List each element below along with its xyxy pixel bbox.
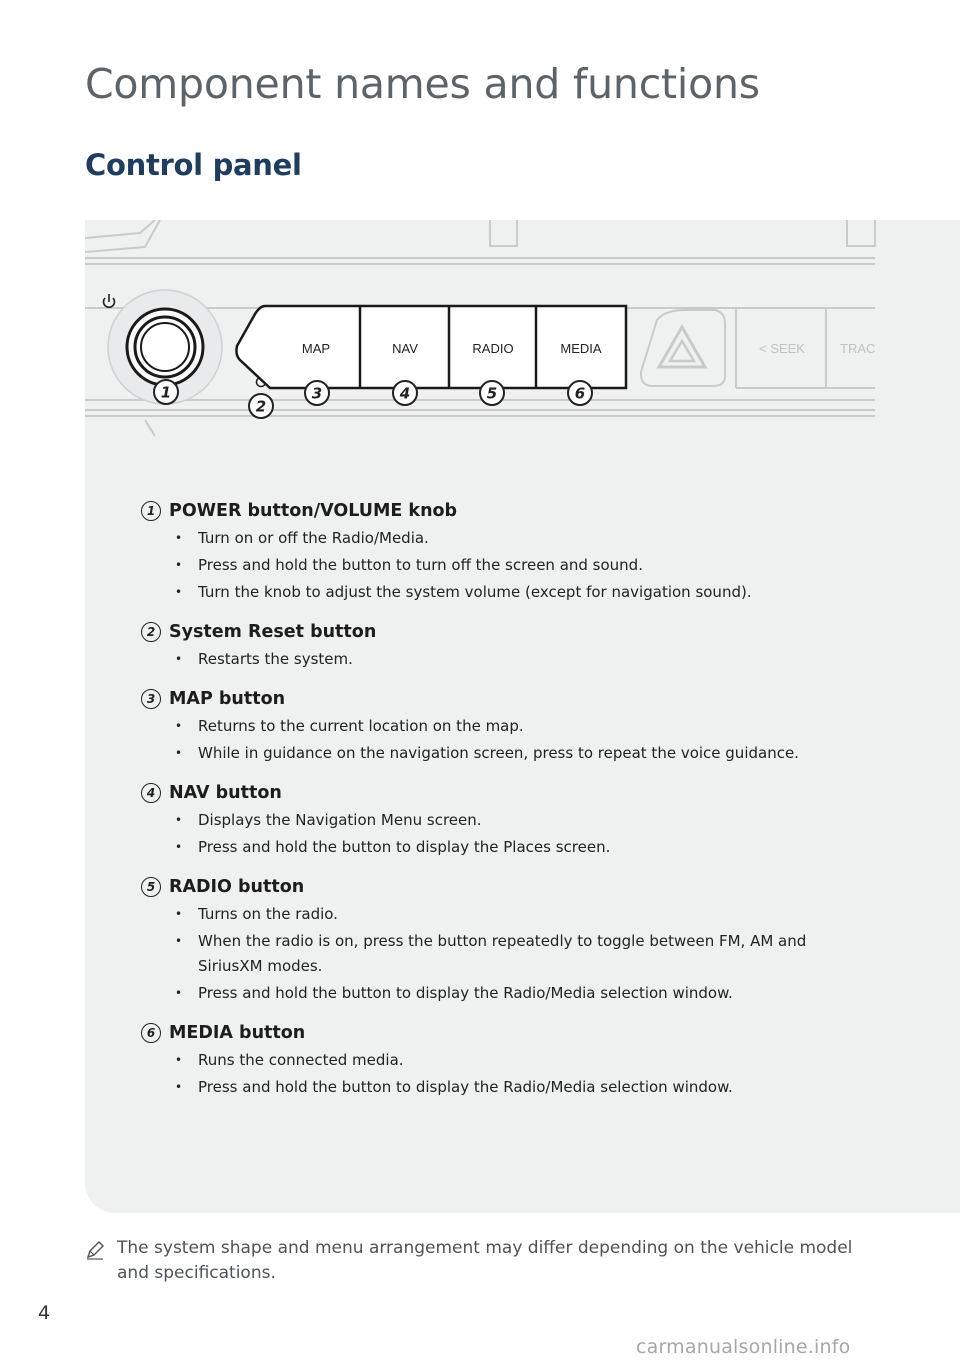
bullet: • Restarts the system. <box>173 647 861 672</box>
item-number: 2 <box>141 622 161 642</box>
list-item <box>141 780 861 860</box>
bullet: • Turn the knob to adjust the system volume (except for navigation sound). <box>173 580 861 605</box>
pencil-note-icon <box>85 1236 117 1286</box>
item-number: 1 <box>141 501 161 521</box>
list-item <box>141 619 861 672</box>
control-panel-diagram <box>85 220 885 460</box>
power-icon <box>104 294 115 307</box>
bullet: • When the radio is on, press the button repeatedly to toggle between FM, AM and SiriusXM modes. <box>173 929 861 979</box>
bullet: • Press and hold the button to turn off the screen and sound. <box>173 553 861 578</box>
item-title: POWER button/VOLUME knob <box>169 501 458 521</box>
section-title: Control panel <box>85 148 302 182</box>
seek-button-label[interactable]: < SEEK <box>759 341 805 356</box>
item-number: 5 <box>141 877 161 897</box>
svg-text:2: 2 <box>255 397 267 416</box>
svg-text:4: 4 <box>399 384 411 403</box>
callout-5 <box>480 381 504 405</box>
media-button-label: MEDIA <box>560 341 602 356</box>
item-title: MEDIA button <box>169 1023 306 1043</box>
item-number: 6 <box>141 1023 161 1043</box>
callout-6 <box>568 381 592 405</box>
svg-text:5: 5 <box>486 384 498 403</box>
nav-button-label: NAV <box>392 341 418 356</box>
svg-text:1: 1 <box>160 383 172 402</box>
watermark: carmanualsonline.info <box>636 1336 851 1358</box>
item-title: RADIO button <box>169 877 305 897</box>
list-item <box>141 498 861 605</box>
list-item <box>141 1020 861 1100</box>
svg-text:3: 3 <box>311 384 323 403</box>
power-volume-knob[interactable] <box>127 309 203 385</box>
bullet: • Returns to the current location on the map. <box>173 714 861 739</box>
hazard-icon[interactable] <box>659 327 705 367</box>
callout-3 <box>305 381 329 405</box>
item-title: NAV button <box>169 783 282 803</box>
note <box>85 1236 885 1286</box>
radio-button-label: RADIO <box>472 341 514 356</box>
item-number: 3 <box>141 689 161 709</box>
bullet: • Displays the Navigation Menu screen. <box>173 808 861 833</box>
item-title: MAP button <box>169 689 286 709</box>
item-title: System Reset button <box>169 622 377 642</box>
list-item <box>141 686 861 766</box>
component-list <box>141 498 861 1114</box>
item-number: 4 <box>141 783 161 803</box>
page-title: Component names and functions <box>85 60 760 108</box>
callout-2 <box>249 394 273 418</box>
bullet: • While in guidance on the navigation screen, press to repeat the voice guidance. <box>173 741 861 766</box>
page-number: 4 <box>38 1302 51 1324</box>
bullet: • Turn on or off the Radio/Media. <box>173 526 861 551</box>
track-button-label[interactable]: TRAC <box>840 341 876 356</box>
bullet: • Press and hold the button to display the Radio/Media selection window. <box>173 1075 861 1100</box>
map-button-label: MAP <box>301 341 331 356</box>
callout-1 <box>154 380 178 404</box>
bullet: • Press and hold the button to display the Radio/Media selection window. <box>173 981 861 1006</box>
bullet: • Press and hold the button to display the Places screen. <box>173 835 861 860</box>
svg-text:6: 6 <box>574 384 586 403</box>
bullet: • Turns on the radio. <box>173 902 861 927</box>
callout-4 <box>393 381 417 405</box>
bullet: • Runs the connected media. <box>173 1048 861 1073</box>
note-text: The system shape and menu arrangement may differ depending on the vehicle model and specifications. <box>117 1238 853 1283</box>
list-item <box>141 874 861 1006</box>
